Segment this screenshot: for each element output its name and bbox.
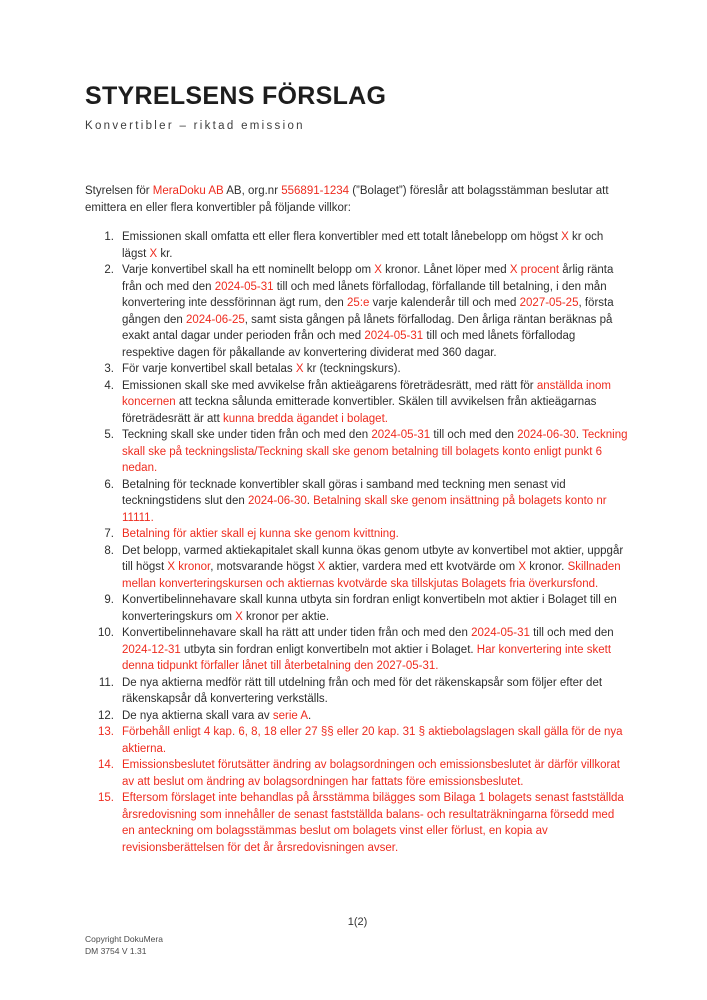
redline-text: serie A xyxy=(272,709,309,722)
list-item-number: 2. xyxy=(104,264,114,276)
redline-text: MeraDoku AB xyxy=(152,185,224,197)
body-text: De nya aktierna medför rätt till utdelning från och med för det räkenskapsår som följer efter det räkenskapsår då konvertering verkställs. xyxy=(122,676,603,705)
terms-list-item xyxy=(104,592,630,625)
body-text: För varje konvertibel skall betalas xyxy=(122,363,296,375)
page-number: 1(2) xyxy=(347,916,368,928)
body-text: . xyxy=(575,429,583,441)
terms-list-item xyxy=(98,757,630,790)
terms-list-item xyxy=(104,427,630,477)
redline-text: Har konvertering inte skett denna tidpunkt förfaller lånet till återbetalning den 2027-05-31. xyxy=(122,643,612,672)
copyright-line: Copyright DokuMera xyxy=(85,934,163,944)
redline-text: Betalning skall ske genom insättning på bolagets konto nr 11111. xyxy=(122,495,607,524)
body-text: utbyta sin fordran enligt konvertibeln mot aktier i Bolaget. xyxy=(180,643,477,656)
redline-text: 2024-05-31 xyxy=(371,429,431,441)
document-subtitle: Konvertibler – riktad emission xyxy=(85,119,305,132)
terms-list-item xyxy=(104,543,630,593)
list-item-number: 13. xyxy=(98,726,114,738)
redline-text: X xyxy=(149,247,158,260)
body-text: årlig ränta från och med den xyxy=(122,264,614,293)
list-item-number: 4. xyxy=(104,379,114,392)
redline-text: Betalning för aktier skall ej kunna ske genom kvittning. xyxy=(122,528,399,540)
redline-text: 2024-05-31 xyxy=(214,280,274,293)
redline-text: Förbehåll enligt 4 kap. 6, 8, 18 eller 27 §§ eller 20 kap. 31 § aktiebolagslagen skall gälla för de nya aktierna. xyxy=(122,726,623,755)
body-text: till och med den xyxy=(529,627,614,639)
body-text: Styrelsen för xyxy=(85,185,153,197)
body-text: till och med den xyxy=(430,429,518,441)
body-text: AB, org.nr xyxy=(223,185,282,197)
list-item-number: 10. xyxy=(98,627,114,639)
body-text: kr och lägst xyxy=(122,231,604,260)
list-item-number: 5. xyxy=(104,429,114,441)
body-text: , samt sista gången på lånets förfallodag. Den årliga räntan beräknas på exakt antal dagar under perioden från och med xyxy=(122,313,613,342)
list-item-number: 1. xyxy=(104,231,114,243)
redline-text: X xyxy=(317,561,326,573)
redline-text: X xyxy=(235,610,243,623)
body-text: Konvertibelinnehavare skall kunna utbyta sin fordran enligt konvertibeln mot aktier i Bolaget till en konverteringskurs om xyxy=(122,594,617,623)
document-version: DM 3754 V 1.31 xyxy=(85,945,147,956)
redline-text: X kronor xyxy=(167,561,211,573)
body-text: Emissionen skall ske med avvikelse från aktieägarens företrädesrätt, med rätt för xyxy=(122,379,537,392)
terms-list-item xyxy=(98,625,630,675)
list-item-number: 14. xyxy=(98,759,114,771)
intro-paragraph xyxy=(85,183,630,216)
body-text: Betalning för tecknade konvertibler skall göras i samband med teckning men senast vid teckningstidens slut den xyxy=(122,478,566,507)
redline-text: Eftersom förslaget inte behandlas på årsstämma bilägges som Bilaga 1 bolagets senast fastställda årsredovisning som innehåller de senast fastställda balans- och resultaträkningarna försedd med en anteckning om bolagsstämmas beslut om bolagets vinst eller förlust, en kopia av revisionsberättelsen för det år årsredovisningen avser. xyxy=(122,792,624,854)
body-text: kr. xyxy=(157,247,173,260)
redline-text: Emissionsbeslutet förutsätter ändring av bolagsordningen och emissionsbeslutet är därför villkorat av att beslut om ändring av bolagsordningen har fattats före emissionsbeslutet. xyxy=(122,759,620,788)
body-text: att teckna sålunda emitterade konvertibler. Skälen till avvikelsen från aktieägarnas företrädesrätt är att xyxy=(122,396,597,425)
redline-text: 2024-06-30 xyxy=(247,495,307,507)
terms-list-item xyxy=(98,708,630,725)
copyright-block xyxy=(85,934,163,957)
body-text: (”Bolaget”) föreslår att bolagsstämman beslutar att emittera en eller flera konvertibler på följande villkor: xyxy=(85,185,609,214)
body-text: Emissionen skall omfatta ett eller flera konvertibler med ett totalt lånebelopp om högst xyxy=(122,231,562,243)
document-title: STYRELSENS FÖRSLAG xyxy=(85,82,387,110)
redline-text: X xyxy=(374,264,382,276)
list-item-number: 8. xyxy=(104,544,114,557)
terms-list-item xyxy=(104,378,630,428)
redline-text: Skillnaden mellan konverteringskursen och aktiernas kvotvärde ska tillskjutas Bolagets fria överkursfond. xyxy=(122,561,621,590)
redline-text: 2024-06-30 xyxy=(517,429,576,441)
redline-text: X xyxy=(561,231,569,243)
list-item-number: 15. xyxy=(98,792,114,804)
body-text: kronor. xyxy=(526,561,568,573)
body-text: varje kalenderår till och med xyxy=(369,297,520,309)
redline-text: 2024-05-31 xyxy=(471,627,530,639)
document-header xyxy=(85,83,630,132)
terms-list-item xyxy=(104,361,630,378)
body-text: . xyxy=(306,495,314,507)
terms-list-item xyxy=(98,790,630,856)
redline-text: X xyxy=(295,363,304,375)
terms-list-item xyxy=(104,262,630,361)
body-text: kronor per aktie. xyxy=(242,610,330,623)
redline-text: 25:e xyxy=(347,297,370,309)
redline-text: X procent xyxy=(509,264,560,276)
body-text: , första gången den xyxy=(122,297,614,326)
terms-list xyxy=(85,229,630,856)
body-text: Konvertibelinnehavare skall ha rätt att under tiden från och med den xyxy=(122,627,472,639)
redline-text: Teckning skall ske på teckningslista/Teckning skall ske genom betalning till bolagets konto enligt punkt 6 nedan. xyxy=(122,429,628,474)
body-text: kr (teckningskurs). xyxy=(303,363,401,375)
terms-list-item xyxy=(104,477,630,527)
list-item-number: 12. xyxy=(98,709,114,722)
list-item-number: 11. xyxy=(98,676,114,689)
redline-text: 556891-1234 xyxy=(281,185,350,197)
list-item-number: 7. xyxy=(104,528,114,540)
body-text: till och med lånets förfallodag respektive dagen för påkallande av konvertering dividerat med 360 dagar. xyxy=(122,330,576,359)
list-item-number: 3. xyxy=(104,363,114,375)
redline-text: X xyxy=(518,561,526,573)
terms-list-item xyxy=(98,675,630,708)
terms-list-item xyxy=(98,724,630,757)
body-text: kronor. Lånet löper med xyxy=(381,264,510,276)
redline-text: 2027-05-25 xyxy=(519,297,579,309)
body-text: . xyxy=(308,709,312,722)
body-text: , motsvarande högst xyxy=(210,561,318,573)
list-item-number: 9. xyxy=(104,594,114,606)
body-text: Varje konvertibel skall ha ett nominellt belopp om xyxy=(122,264,375,276)
body-text: aktier, vardera med ett kvotvärde om xyxy=(325,561,519,573)
terms-list-item xyxy=(104,229,630,262)
redline-text: kunna bredda ägandet i bolaget. xyxy=(223,412,388,425)
redline-text: 2024-12-31 xyxy=(122,643,181,656)
body-text: Teckning skall ske under tiden från och med den xyxy=(122,429,372,441)
redline-text: 2024-05-31 xyxy=(364,330,424,342)
list-item-number: 6. xyxy=(104,478,114,491)
redline-text: anställda inom koncernen xyxy=(122,379,611,408)
body-text: Det belopp, varmed aktiekapitalet skall kunna ökas genom utbyte av konvertibel mot aktier, uppgår till högst xyxy=(122,544,624,573)
terms-list-item xyxy=(104,526,630,543)
body-text: till och med lånets förfallodag, förfallande till betalning, i den mån konvertering inte dessförinnan ägt rum, den xyxy=(122,280,607,309)
body-text: De nya aktierna skall vara av xyxy=(122,709,273,722)
redline-text: 2024-06-25 xyxy=(185,313,245,326)
